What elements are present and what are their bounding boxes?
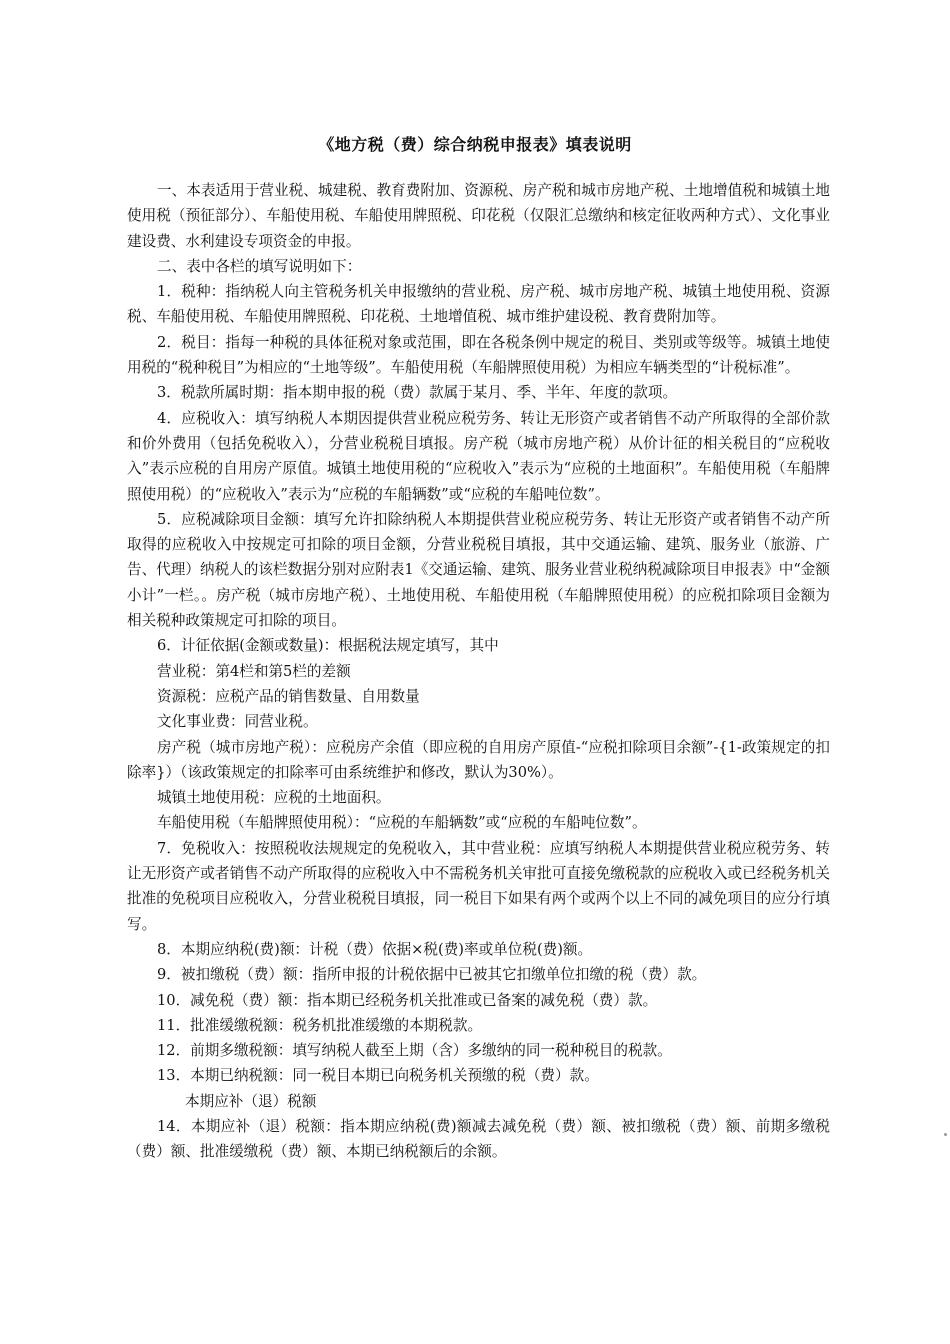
paragraph-item-3: 3．税款所属时期：指本期申报的税（费）款属于某月、季、半年、年度的款项。 (157, 384, 678, 402)
document-title: 《地方税（费）综合纳税申报表》填表说明 (318, 135, 632, 154)
paragraph-item-12: 12．前期多缴税额：填写纳税人截至上期（含）多缴纳的同一税种税目的税款。 (157, 1042, 672, 1060)
document-body (127, 178, 830, 1165)
paragraph-item-6-vehicle-tax: 车船使用税（车船牌照使用税）：“应税的车船辆数”或“应税的车船吨位数”。 (157, 814, 647, 832)
paragraph-item-11: 11．批准缓缴税额：税务机批准缓缴的本期税款。 (157, 1016, 483, 1034)
paragraph-item-6-culture-fee: 文化事业费：同营业税。 (157, 713, 318, 731)
margin-dot (944, 1133, 947, 1136)
paragraph-item-10: 10．减免税（费）额：指本期已经税务机关批准或已备案的减免税（费）款。 (157, 991, 658, 1009)
paragraph-item-7: 7．免税收入：按照税收法规规定的免税收入，其中营业税：应填写纳税人本期提供营业税应税劳务、转让无形资产或者销售不动产所取得的应税收入中不需税务机关审批可直接免缴税款的应税收入或已经税务机关批准的免税项目应税收入，分营业税税目填报，同一税目下如果有两个或两个以上不同的减免项目的应分行填写。 (127, 839, 830, 933)
paragraph-item-6-business-tax: 营业税：第4栏和第5栏的差额 (157, 662, 351, 680)
paragraph-item-2: 2．税目：指每一种税的具体征税对象或范围，即在各税条例中规定的税目、类别或等级等。城镇土地使用税的“税种税目”为相应的“土地等级”。车船使用税（车船牌照使用税）为相应车辆类型的“计税标准”。 (127, 333, 830, 377)
paragraph-item-6: 6．计征依据(金额或数量)：根据税法规定填写，其中 (157, 637, 499, 655)
paragraph-item-6-property-tax: 房产税（城市房地产税）：应税房产余值（即应税的自用房产原值-“应税扣除项目余额”-{1-政策规定的扣除率}）（该政策规定的扣除率可由系统维护和修改，默认为30%）。 (127, 738, 830, 781)
paragraph-item-6-resource-tax: 资源税：应税产品的销售数量、自用数量 (157, 687, 420, 705)
paragraph-item-8: 8．本期应纳税(费)额：计税（费）依据×税(费)率或单位税(费)额。 (157, 940, 593, 958)
paragraph-columns-intro: 二、表中各栏的填写说明如下： (157, 257, 362, 275)
paragraph-item-9: 9．被扣缴税（费）额：指所申报的计税依据中已被其它扣缴单位扣缴的税（费）款。 (157, 966, 707, 984)
paragraph-item-13: 13．本期已纳税额：同一税目本期已向税务机关预缴的税（费）款。 (157, 1067, 599, 1085)
paragraph-item-4: 4．应税收入：填写纳税人本期因提供营业税应税劳务、转让无形资产或者销售不动产所取得的全部价款和价外费用（包括免税收入），分营业税税目填报。房产税（城市房地产税）从价计征的相关税目的“应税收入”表示应税的自用房产原值。城镇土地使用税的“应税收入”表示为“应税的土地面积”。车船使用税（车船牌照使用税）的“应税收入”表示为“应税的车船辆数”或“应税的车船吨位数”。 (127, 409, 830, 503)
paragraph-item-1: 1．税种：指纳税人向主管税务机关申报缴纳的营业税、房产税、城市房地产税、城镇土地使用税、资源税、车船使用税、车船使用牌照税、印花税、土地增值税、城市维护建设税、教育费附加等。 (127, 283, 830, 326)
paragraph-subheading: 本期应补（退）税额 (185, 1092, 317, 1110)
paragraph-scope: 一、本表适用于营业税、城建税、教育费附加、资源税、房产税和城市房地产税、土地增值税和城镇土地使用税（预征部分）、车船使用税、车船使用牌照税、印花税（仅限汇总缴纳和核定征收两种方式）、文化事业建设费、水利建设专项资金的申报。 (127, 182, 830, 250)
paragraph-item-5: 5．应税减除项目金额：填写允许扣除纳税人本期提供营业税应税劳务、转让无形资产或者销售不动产所取得的应税收入中按规定可扣除的项目金额，分营业税税目填报，其中交通运输、建筑、服务业（旅游、广告、代理）纳税人的该栏数据分别对应附表1《交通运输、建筑、服务业营业税纳税减除项目申报表》中“金额小计”一栏。。房产税（城市房地产税）、土地使用税、车船使用税（车船牌照使用税）的应税扣除项目金额为相关税种政策规定可扣除的项目。 (127, 510, 830, 630)
paragraph-item-14: 14．本期应补（退）税额：指本期应纳税(费)额减去减免税（费）额、被扣缴税（费）额、前期多缴税（费）额、批准缓缴税（费）额、本期已纳税额后的余额。 (127, 1117, 830, 1161)
paragraph-item-6-land-use-tax: 城镇土地使用税：应税的土地面积。 (157, 789, 391, 807)
